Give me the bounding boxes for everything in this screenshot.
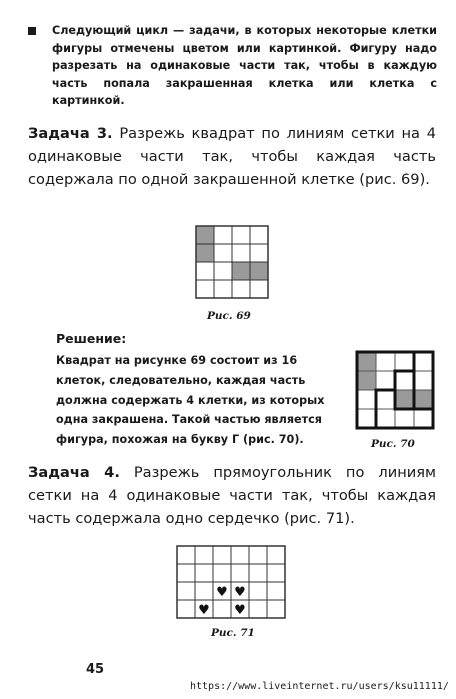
task-3 <box>28 122 436 191</box>
heart-icon: ♥ <box>234 603 246 618</box>
task-4-label: Задача 4. <box>28 464 120 481</box>
bullet-square <box>28 27 36 35</box>
figure-71-caption: Рис. 71 <box>211 627 255 639</box>
task-3-text: Разрежь квадрат по линиям сетки на 4 одинаковые части так, чтобы каждая часть содержала по одной закрашенной клетке (рис. 69). <box>28 125 437 188</box>
figure-70-caption: Рис. 70 <box>371 438 415 450</box>
watermark-url: https://www.liveinternet.ru/users/ksu11111/ <box>190 681 449 692</box>
solution-text: Квадрат на рисунке 69 состоит из 16 клеток, следовательно, каждая часть должна содержать 4 клетки, из которых одна закрашена. Такой частью является фигура, похожая на букву Г (рис. 70). <box>56 354 325 447</box>
page-number: 45 <box>86 662 105 677</box>
heart-icon: ♥ <box>234 585 246 600</box>
heart-icon: ♥ <box>216 585 228 600</box>
solution-heading: Решение: <box>56 331 127 346</box>
fig69-shaded-cell <box>232 262 250 280</box>
task-3-label: Задача 3. <box>28 125 113 142</box>
figure-69-caption: Рис. 69 <box>207 310 251 322</box>
figure-71-grid <box>177 546 285 618</box>
task-4 <box>28 461 436 530</box>
fig69-shaded-cell <box>196 244 214 262</box>
fig69-shaded-cell <box>196 226 214 244</box>
heart-icon: ♥ <box>198 603 210 618</box>
figure-69-grid <box>196 226 268 298</box>
fig69-shaded-cell <box>250 262 268 280</box>
figure-70-grid <box>357 352 433 428</box>
intro-paragraph: Следующий цикл — задачи, в которых некоторые клетки фигуры отмечены цветом или картинкой. Фигуру надо разрезать на одинаковые части так, чтобы в каждую часть попала закрашенная клетка или клетка с картинкой. <box>52 24 437 107</box>
task-4-text: Разрежь прямоугольник по линиям сетки на 4 одинаковые части так, чтобы каждая часть содержала одно сердечко (рис. 71). <box>28 464 437 527</box>
